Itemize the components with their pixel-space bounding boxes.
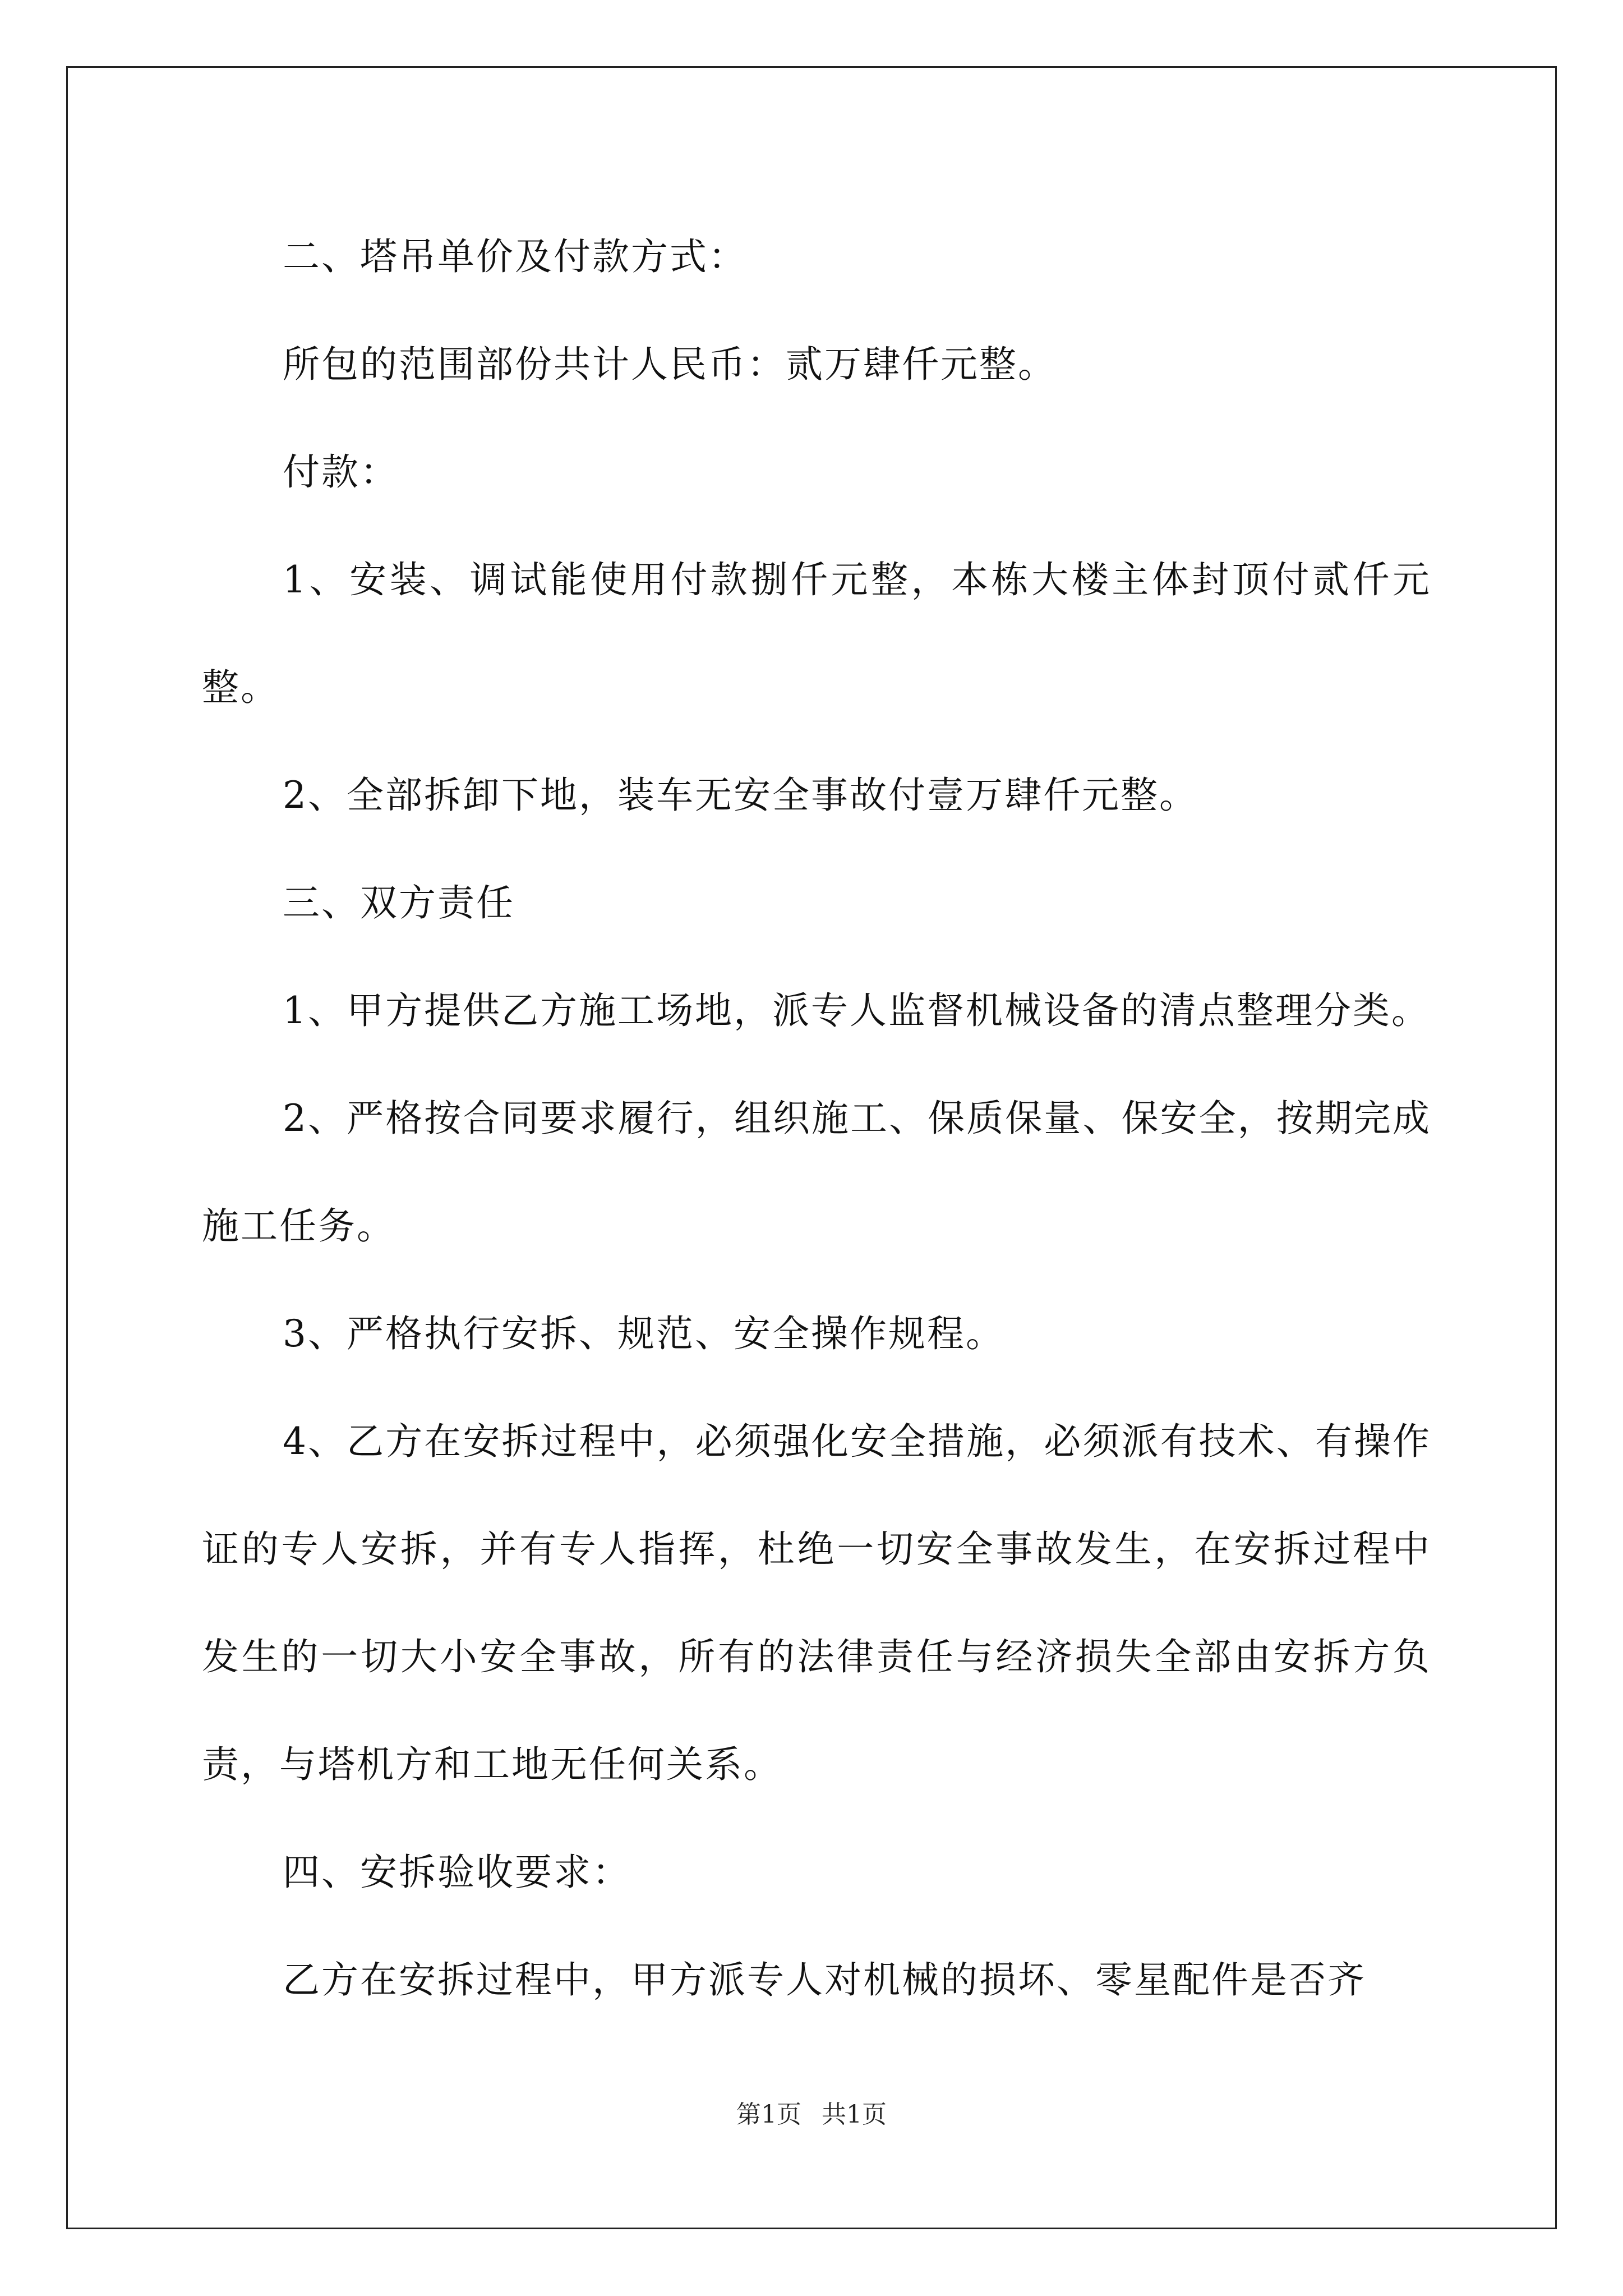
paragraph-responsibility-2: 2、严格按合同要求履行，组织施工、保质保量、保安全，按期完成施工任务。 [202,1097,1431,1248]
section-heading-price-payment: 二、塔吊单价及付款方式： [283,235,747,278]
paragraph-responsibility-4: 4、乙方在安拆过程中，必须强化安全措施，必须派有技术、有操作证的专人安拆，并有专人指挥，杜绝一切安全事故发生，在安拆过程中发生的一切大小安全事故，所有的法律责任与经济损失全部由安拆方负责，与塔机方和工地无任何关系。 [202,1420,1431,1786]
section-heading-acceptance: 四、安拆验收要求： [283,1851,631,1894]
paragraph-acceptance-1: 乙方在安拆过程中，甲方派专人对机械的损坏、零星配件是否齐 [283,1958,1366,2001]
paragraph-responsibility-3: 3、严格执行安拆、规范、安全操作规程。 [283,1312,1004,1355]
paragraph-payment-item-1: 1、安装、调试能使用付款捌仟元整，本栋大楼主体封顶付贰仟元整。 [202,558,1431,709]
page-total: 共1页 [822,2100,887,2129]
paragraph-payment-label: 付款： [283,450,399,494]
page-number: 第1页 [736,2100,801,2129]
paragraph-payment-item-2: 2、全部拆卸下地，装车无安全事故付壹万肆仟元整。 [283,774,1198,817]
section-heading-responsibilities: 三、双方责任 [283,881,515,924]
paragraph-total-amount: 所包的范围部份共计人民币：贰万肆仟元整。 [283,343,1057,386]
page-footer [0,2098,1623,2132]
paragraph-responsibility-1: 1、甲方提供乙方施工场地，派专人监督机械设备的清点整理分类。 [283,989,1430,1032]
